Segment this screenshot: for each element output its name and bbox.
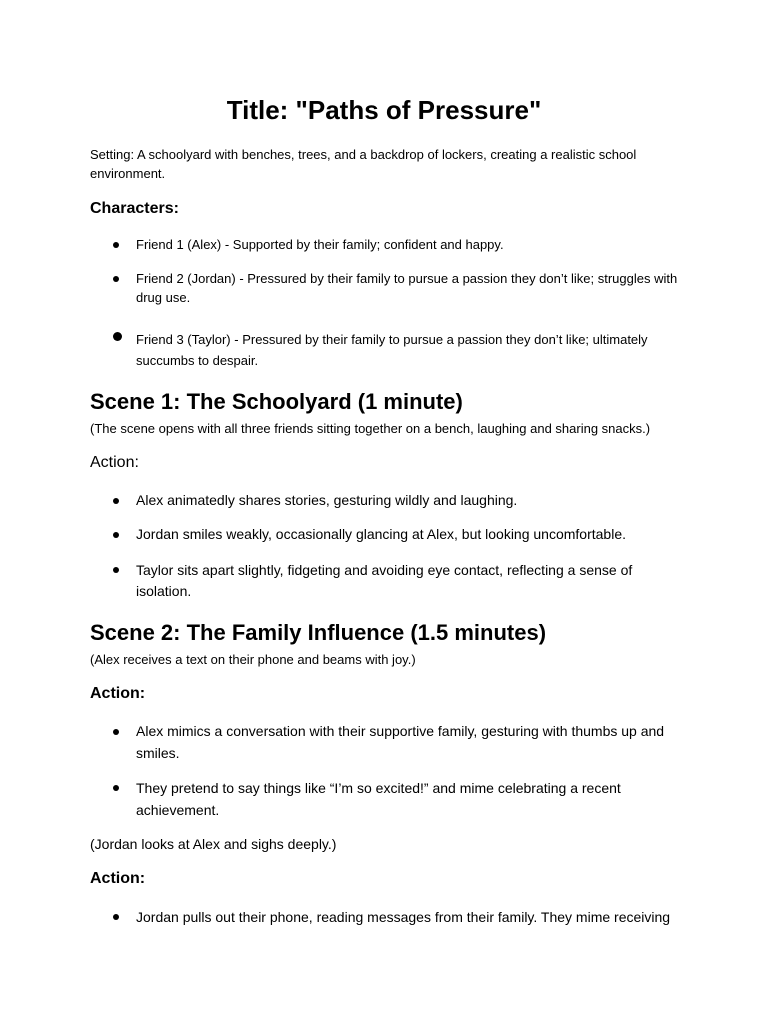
scene-1-action-2: Jordan smiles weakly, occasionally glancing at Alex, but looking uncomfortable. <box>136 526 626 542</box>
bullet-icon <box>113 532 119 538</box>
scene-2-action-1-line-2: smiles. <box>136 745 180 761</box>
scene-2-action-1-line-1: Alex mimics a conversation with their supportive family, gesturing with thumbs up and <box>136 723 665 739</box>
character-1-line-1: Friend 1 (Alex) - Supported by their family; confident and happy. <box>136 237 504 252</box>
document-title: Title: "Paths of Pressure" <box>226 95 542 125</box>
bullet-icon <box>113 498 119 504</box>
characters-heading: Characters: <box>90 200 179 217</box>
scene-2-action-heading: Action: <box>90 685 146 702</box>
bullet-icon <box>113 276 119 282</box>
scene-2-action-heading-2: Action: <box>90 870 146 887</box>
scene-2-direction: (Alex receives a text on their phone and beams with joy.) <box>90 652 416 667</box>
scene-2-action-3-line-1: Jordan pulls out their phone, reading messages from their family. They mime receiving <box>136 909 671 925</box>
character-2-line-2: drug use. <box>136 290 191 305</box>
setting-line-1: Setting: A schoolyard with benches, trees, and a backdrop of lockers, creating a realistic school <box>90 147 637 162</box>
character-3-line-1: Friend 3 (Taylor) - Pressured by their family to pursue a passion they don’t like; ultimately <box>136 332 648 347</box>
scene-1-action-heading: Action: <box>90 454 139 471</box>
scene-2-heading: Scene 2: The Family Influence (1.5 minutes) <box>90 620 547 645</box>
scene-2-action-2-line-1: They pretend to say things like “I’m so excited!” and mime celebrating a recent <box>136 780 621 796</box>
bullet-icon <box>113 332 122 341</box>
scene-1-action-3-line-2: isolation. <box>136 583 192 599</box>
scene-2-action-2-line-2: achievement. <box>136 802 220 818</box>
scene-1-action-1: Alex animatedly shares stories, gesturing wildly and laughing. <box>136 492 518 508</box>
bullet-icon <box>113 567 119 573</box>
character-3-line-2: succumbs to despair. <box>136 353 259 368</box>
bullet-icon <box>113 785 119 791</box>
bullet-icon <box>113 242 119 248</box>
setting-line-2: environment. <box>90 166 166 181</box>
scene-2-direction-2: (Jordan looks at Alex and sighs deeply.) <box>90 836 337 852</box>
scene-1-heading: Scene 1: The Schoolyard (1 minute) <box>90 389 463 414</box>
character-2-line-1: Friend 2 (Jordan) - Pressured by their family to pursue a passion they don’t like; struggles with <box>136 271 678 286</box>
scene-1-direction: (The scene opens with all three friends sitting together on a bench, laughing and sharing snacks.) <box>90 421 651 436</box>
scene-1-action-3-line-1: Taylor sits apart slightly, fidgeting and avoiding eye contact, reflecting a sense of <box>136 562 633 578</box>
bullet-icon <box>113 914 119 920</box>
bullet-icon <box>113 729 119 735</box>
